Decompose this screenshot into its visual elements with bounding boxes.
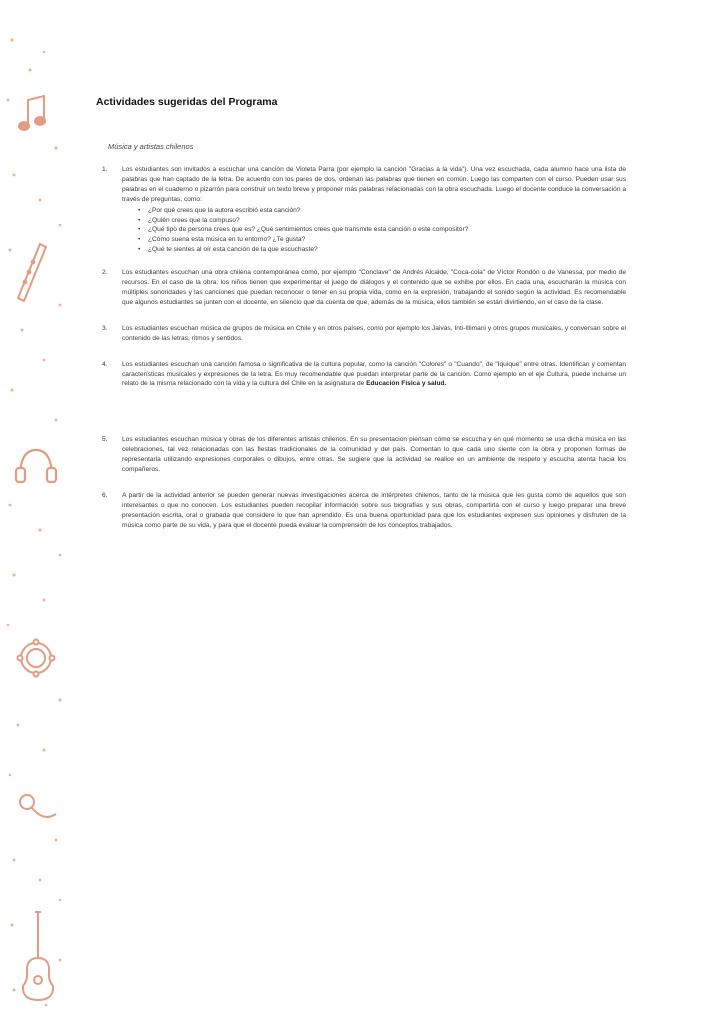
document-title: Actividades sugeridas del Programa <box>96 96 278 108</box>
activity-number: 4. <box>102 360 108 368</box>
activity-text: Los estudiantes escuchan una canción famosa o significativa de la cultura popular, como la canción "Colores" o "Cuando", de "Iquique" entre otras. Identifican y comentan características musicales y expresiones de la letra. Es muy recomendable que puedan interpretar parte de la canción. Como ejemplo en el eje Cultura, puede incluirse un relato de la misma relacionado con la vida y la cultura del Chile en la asignatura de <box>122 360 626 388</box>
question-item: • ¿Qué tipo de persona crees que es? ¿Qué sentimientos crees que transmite esta canción o este compositor? <box>148 225 626 235</box>
activity-number: 5. <box>102 436 108 444</box>
activity-text: Los estudiantes son invitados a escuchar una canción de Violeta Parra (por ejemplo la canción "Gracias a la vida"). Una vez escuchada, cada alumno hace una lista de palabras que han captado de la letra. De acuerdo con los pares de dos, ordenan las palabras que tienen en común. Luego las comparten con el curso. Pueden usar sus palabras en el cuaderno o pizarrón para construir un texto breve y proponer más palabras relacionadas con la obra escuchada. Luego el docente conduce la conversación a través de preguntas, como: <box>122 166 627 203</box>
activity-text: A partir de la actividad anterior se pueden generar nuevas investigaciones acerca de intérpretes chilenos, tanto de la música que les gusta como de aquellos que son interesantes o que no conocen. Los estudiantes pueden recopilar información sobre sus biografías y sus obras, compartirla con el curso y luego preparar una breve presentación escrita, oral o grabada que considere lo que han aprendido. Es una buena oportunidad para que los estudiantes expresen sus opiniones y disfruten de la música como parte de su vida, y para que el docente pueda evaluar la comprensión de los conceptos trabajados. <box>122 491 626 529</box>
activity-item-4 <box>96 360 626 390</box>
activity-number: 1. <box>102 166 108 173</box>
activity-item-6 <box>96 491 626 531</box>
activity-text: Los estudiantes escuchan una obra chilena contemporánea como, por ejemplo "Conclave" de Andrés Alcalde, "Coca-cola" de Víctor Rondón o de Vanessa, por medio de recursos. En el caso de la obra, los niños tienen que experimentar el juego de diálogos y el contenido que se exhibe por ellos. En cada una, escucharán la música con múltiples sonoridades y las canciones que puedan reconocer o tener en su propia vida, como en la expresión, trabajando el sonido según la actividad. Es recomendable que algunos estudiantes se junten con el docente, en silencio que da cuenta de que, además de la música, ellos también se están divirtiendo, en el caso de la clase. <box>122 269 626 306</box>
activity-item-1 <box>96 165 626 255</box>
activity-text: Los estudiantes escuchan música y obras de los diferentes artistas chilenos. En su presentación piensan cómo se escucha y en qué momento se usa dicha música en las celebraciones, tal vez relacionadas con las fiestas tradicionales de la comunidad y del país. Comentan lo que cada uno siente con la obra y proponen formas de representarla utilizando expresiones corporales o dibujos, entre otras. Se sugiere que la actividad se realice en un ambiente de respeto y escucha atenta hacia los compañeros. <box>122 436 626 474</box>
recorder-flute-icon <box>18 244 46 301</box>
activity-number: 3. <box>102 324 108 332</box>
microphone-icon <box>20 795 56 817</box>
document-page <box>96 96 626 531</box>
question-item: • ¿Quién crees que la compuso? <box>148 216 626 226</box>
activity-text: Los estudiantes escuchan música de grupos de música en Chile y en otros países, como por ejemplo los Jaivas, Inti-Illimani y otros grupos musicales, y conversan sobre el contenido de las letras, ritmos y sentidos. <box>122 324 626 342</box>
question-item: • ¿Por qué crees que la autora escribió esta canción? <box>148 206 626 216</box>
decorative-border <box>0 0 80 1020</box>
activity-item-5 <box>96 435 626 475</box>
question-item: • ¿Cómo suena esta música en tu entorno? ¿Te gusta? <box>148 235 626 245</box>
headphones-icon <box>16 450 56 482</box>
activity-item-3 <box>96 324 626 344</box>
music-note-icon <box>19 96 45 130</box>
activity-list <box>96 165 626 531</box>
question-list <box>122 206 626 256</box>
activity-number: 2. <box>102 269 108 277</box>
border-dots <box>7 38 62 1006</box>
tambourine-icon <box>18 640 55 677</box>
section-label: Música y artistas chilenos <box>108 142 194 151</box>
activity-number: 6. <box>102 491 108 499</box>
guitar-icon <box>23 912 53 1000</box>
activity-item-2 <box>96 268 626 308</box>
activity-text-bold: Educación Física y salud. <box>366 380 447 388</box>
question-item: • ¿Qué te sientes al oír esta canción de la que escuchaste? <box>148 245 626 255</box>
